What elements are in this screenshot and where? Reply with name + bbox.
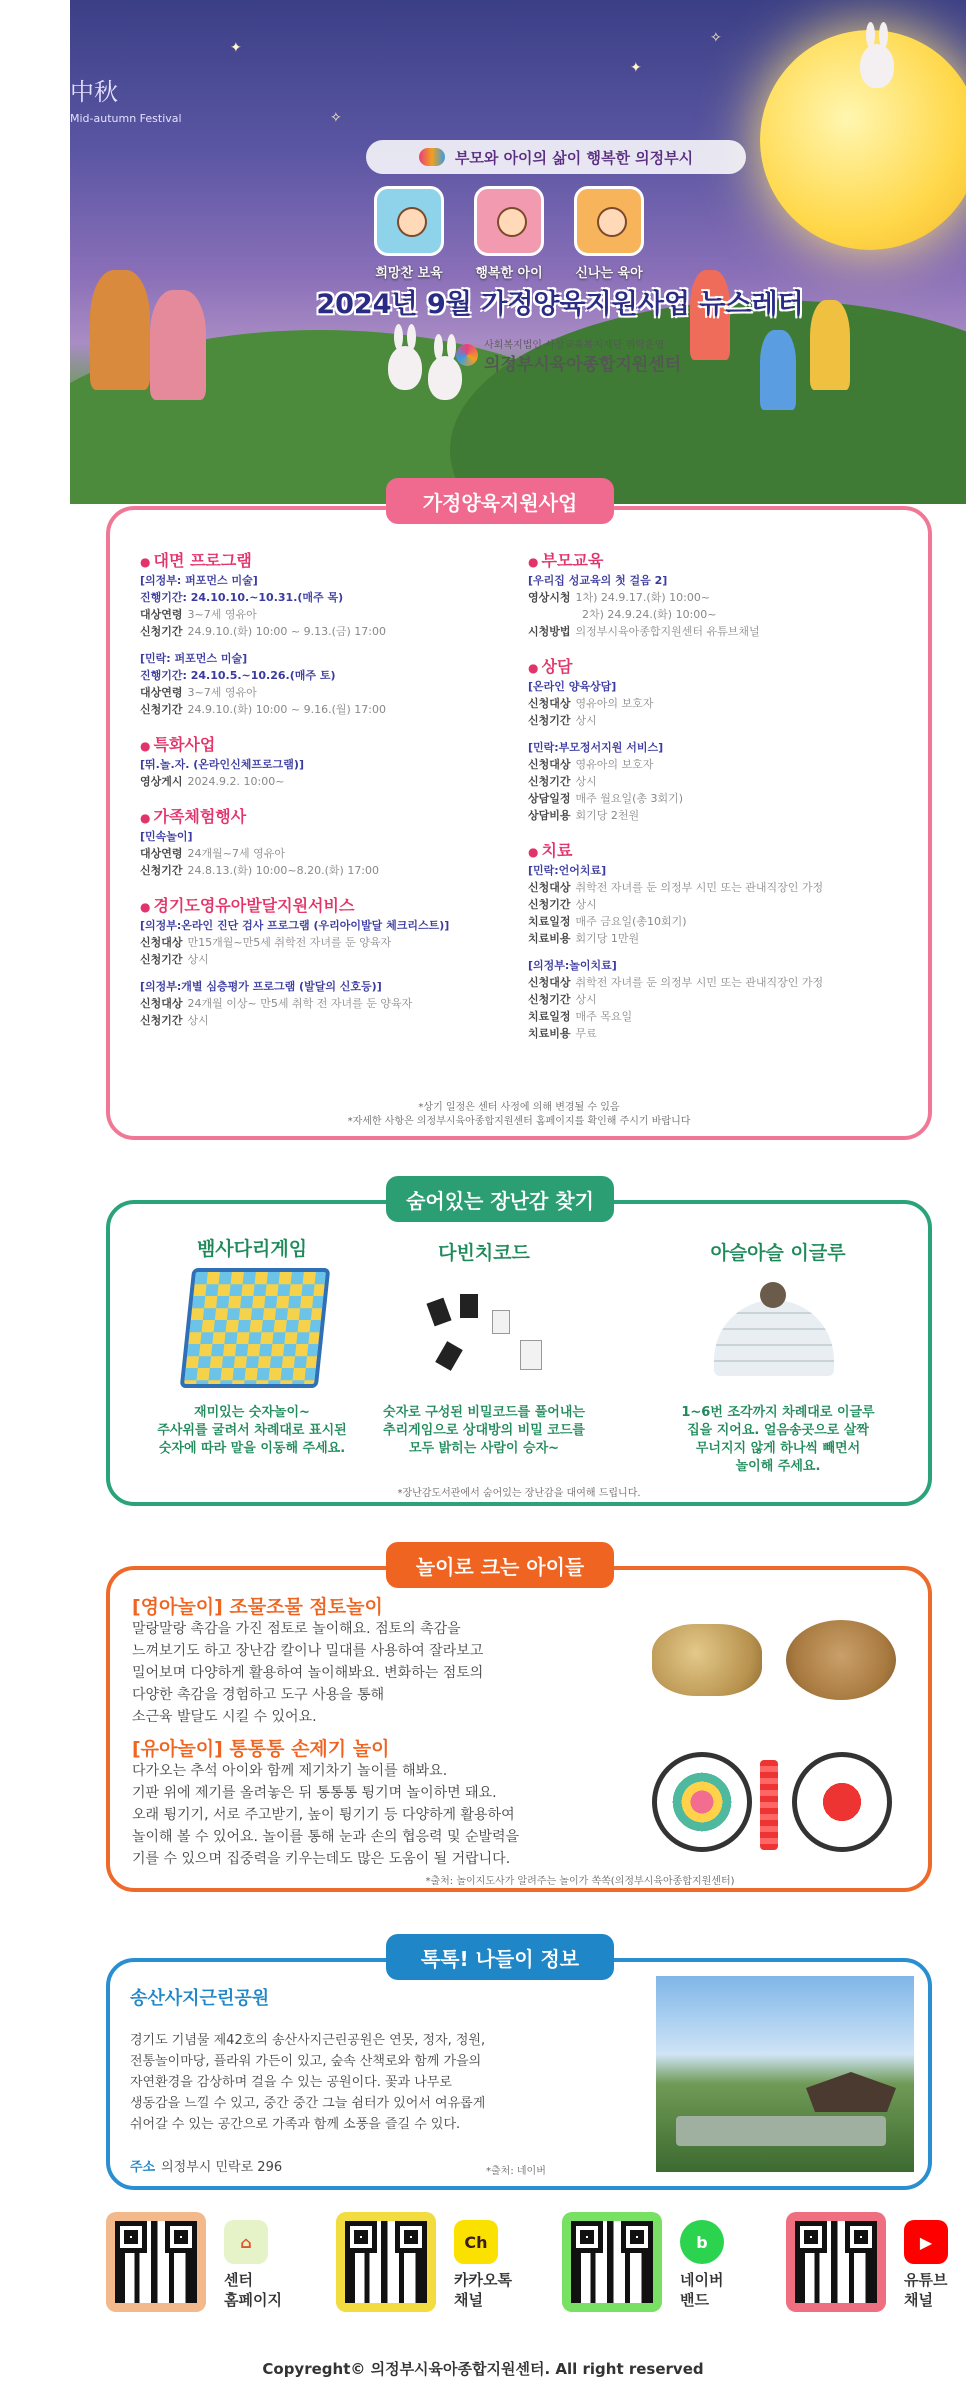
- label-line: 채널: [904, 2291, 933, 2309]
- program-detail-row: [528, 790, 683, 806]
- detail-value: 2차) 24.9.24.(화) 10:00~: [582, 608, 717, 621]
- child-play-title: [유아놀이] 통통통 손제기 놀이: [132, 1738, 390, 1760]
- detail-label: 신청기간: [140, 1014, 183, 1027]
- program-detail-row: [140, 862, 379, 878]
- footer-link-label[interactable]: [454, 2270, 512, 2310]
- dad-illustration: [90, 270, 150, 390]
- qr-pattern: [115, 2221, 197, 2303]
- detail-label: 신청대상: [528, 758, 571, 771]
- home-icon[interactable]: ⌂: [224, 2220, 268, 2264]
- program-detail-row: [140, 934, 391, 950]
- park-name: 송산사지근린공원: [130, 1988, 270, 2009]
- detail-label: 대상연령: [140, 847, 183, 860]
- detail-value: 24.9.10.(화) 10:00 ~ 9.16.(월) 17:00: [187, 703, 387, 716]
- address-value: 의정부시 민락로 296: [161, 2160, 283, 2175]
- hero-hanja: 中秋: [70, 78, 118, 106]
- detail-label: 영상시청: [528, 591, 571, 604]
- detail-value: 1차) 24.9.17.(화) 10:00~: [575, 591, 711, 604]
- detail-value: 상시: [575, 775, 597, 788]
- rabbit-right: [428, 356, 462, 400]
- star: ✦: [630, 60, 642, 76]
- detail-value: 상시: [575, 993, 597, 1006]
- detail-value: 3~7세 영유아: [187, 686, 257, 699]
- rabbit-on-moon: [860, 44, 894, 88]
- copyright: Copyreght© 의정부시육아종합지원센터. All right reserved: [262, 2360, 704, 2378]
- text-line: 경기도 기념물 제42호의 송산사지근린공원은 연못, 정자, 정원,: [130, 2033, 486, 2048]
- detail-value: 24개월 이상~ 만5세 취학 전 자녀를 둔 양육자: [187, 997, 413, 1010]
- program-heading: ● 상담: [528, 654, 572, 677]
- program-detail-row: [528, 913, 687, 929]
- footer-link-label[interactable]: [904, 2270, 947, 2310]
- hero-banner: [70, 0, 966, 504]
- detail-label: 신청기간: [528, 775, 571, 788]
- badge-label: 신나는 육아: [575, 266, 643, 281]
- detail-label: 신청기간: [140, 864, 183, 877]
- badge-label: 희망찬 보육: [375, 266, 443, 281]
- program-detail-row: [528, 930, 639, 946]
- qr-code[interactable]: [562, 2212, 662, 2312]
- program-period: 진행기간: 24.10.5.~10.26.(매주 토): [140, 669, 336, 682]
- program-detail-row: [528, 1025, 597, 1041]
- detail-value: 매주 목요일: [575, 1010, 633, 1023]
- detail-label: 신청기간: [140, 703, 183, 716]
- program-tag: [민속놀이]: [140, 830, 193, 843]
- detail-label: 치료비용: [528, 932, 571, 945]
- org-subtitle: 사회복지법인 사상교육복지재단 위탁운영: [484, 340, 665, 351]
- program-heading: ● 특화사업: [140, 732, 215, 755]
- program-list-left: [140, 548, 520, 1048]
- infant-play-title: [영아놀이] 조물조물 점토놀이: [132, 1596, 383, 1618]
- newsletter-title: 2024년 9월 가정양육지원사업 뉴스레터: [316, 289, 804, 320]
- detail-label: 신청기간: [528, 714, 571, 727]
- text-line: 재미있는 숫자놀이~: [194, 1405, 310, 1420]
- label-line: 밴드: [680, 2291, 709, 2309]
- detail-value: 회기당 1만원: [575, 932, 640, 945]
- text-line: 추리게임으로 상대방의 비밀 코드를: [383, 1423, 585, 1438]
- detail-label: 신청대상: [140, 997, 183, 1010]
- detail-label: 신청대상: [528, 697, 571, 710]
- detail-label: 상담일정: [528, 792, 571, 805]
- detail-value: 24.8.13.(화) 10:00~8.20.(화) 17:00: [187, 864, 380, 877]
- kakao-channel-icon[interactable]: Ch: [454, 2220, 498, 2264]
- program-tag: [민락: 퍼포먼스 미술]: [140, 652, 248, 665]
- detail-label: 대상연령: [140, 686, 183, 699]
- detail-label: 신청대상: [140, 936, 183, 949]
- game-desc: [354, 1404, 614, 1458]
- detail-value: 매주 월요일(총 3회기): [575, 792, 684, 805]
- child-illustration: [760, 330, 796, 410]
- program-detail-row: [528, 896, 597, 912]
- program-detail-row: [528, 991, 597, 1007]
- detail-value: 취학전 자녀를 둔 의정부 시민 또는 관내직장인 가정: [575, 881, 824, 894]
- program-heading: ● 치료: [528, 838, 572, 861]
- program-detail-row: [528, 695, 653, 711]
- program-detail-row: [528, 623, 760, 639]
- footer-link-label[interactable]: [680, 2270, 723, 2310]
- label-line: 채널: [454, 2291, 483, 2309]
- game-title-igloo: 아슬아슬 이글루: [710, 1242, 846, 1264]
- program-detail-row: [528, 712, 597, 728]
- detail-value: 상시: [187, 1014, 209, 1027]
- text-line: 모두 밝히는 사람이 승자~: [408, 1441, 560, 1456]
- star: ✧: [330, 110, 342, 126]
- park-source-note: *출처: 네이버: [486, 2166, 546, 2177]
- detail-value: 3~7세 영유아: [187, 608, 257, 621]
- program-detail-row: [528, 807, 639, 823]
- detail-value: 24.9.10.(화) 10:00 ~ 9.13.(금) 17:00: [187, 625, 387, 638]
- davinci-code-tiles-image: [420, 1290, 550, 1380]
- detail-label: 영상게시: [140, 775, 183, 788]
- program-tag: [민락:언어치료]: [528, 864, 607, 877]
- text-line: 말랑말랑 촉감을 가진 점토로 놀이해요. 점토의 촉감을: [132, 1621, 461, 1637]
- detail-label: 치료비용: [528, 1027, 571, 1040]
- jegi-image: [760, 1760, 778, 1850]
- program-tag: [우리집 성교육의 첫 걸음 2]: [528, 574, 668, 587]
- toy-rental-note: *장난감도서관에서 숨어있는 장난감을 대여해 드립니다.: [397, 1488, 641, 1499]
- game-title-davinci-code: 다빈치코드: [438, 1242, 530, 1264]
- text-line: 1~6번 조각까지 차례대로 이글루: [681, 1405, 875, 1420]
- hero-slogan: [366, 140, 746, 174]
- badge-happy: [474, 186, 544, 256]
- jegi-board-image: [652, 1752, 752, 1852]
- star: ✧: [710, 30, 722, 46]
- band-icon[interactable]: b: [680, 2220, 724, 2264]
- detail-label: 치료일정: [528, 1010, 571, 1023]
- detail-label: 시청방법: [528, 625, 571, 638]
- label-line: 홈페이지: [224, 2291, 282, 2309]
- jegi-play-image: [792, 1752, 892, 1852]
- infant-play-text: [132, 1618, 632, 1728]
- detail-label: 신청기간: [140, 953, 183, 966]
- text-line: 놀이해 볼 수 있어요. 놀이를 통해 눈과 손의 협응력 및 순발력을: [132, 1829, 520, 1845]
- detail-label: 신청대상: [528, 976, 571, 989]
- program-detail-row: [140, 1012, 209, 1028]
- text-line: 기판 위에 제기를 올려놓은 뒤 통통통 튕기며 놀이하면 돼요.: [132, 1785, 497, 1801]
- program-tag: [온라인 양육상담]: [528, 680, 617, 693]
- detail-label: 신청기간: [528, 993, 571, 1006]
- qr-pattern: [795, 2221, 877, 2303]
- program-detail-row: [140, 951, 209, 967]
- park-address: [130, 2156, 282, 2175]
- center-logo-icon: [456, 344, 478, 366]
- program-detail-row: [140, 701, 386, 717]
- play-source-note: *출처: 놀이지도사가 알려주는 놀이가 쏙쏙(의정부시육아종합지원센터): [425, 1876, 735, 1887]
- program-detail-row: [140, 845, 285, 861]
- text-line: 생동감을 느낄 수 있고, 중간 중간 그늘 쉼터가 있어서 여유롭게: [130, 2096, 486, 2111]
- park-photo: [656, 1976, 914, 2172]
- text-line: 자연환경을 감상하며 걸을 수 있는 공원이다. 꽃과 나무로: [130, 2075, 452, 2090]
- label-line: 네이버: [680, 2271, 724, 2289]
- program-detail-row: [140, 684, 257, 700]
- text-line: 기를 수 있으며 집중력을 키우는데도 많은 도움이 될 거랍니다.: [132, 1851, 511, 1867]
- text-line: 놀이해 주세요.: [735, 1459, 821, 1474]
- rabbit-left: [388, 346, 422, 390]
- program-detail-row: [528, 589, 710, 605]
- program-tag: [의정부:놀이치료]: [528, 959, 617, 972]
- program-detail-row: [528, 879, 823, 895]
- mom-illustration: [150, 290, 206, 400]
- footer-link-label[interactable]: [224, 2270, 282, 2310]
- program-heading: ● 경기도영유아발달지원서비스: [140, 893, 354, 916]
- youtube-icon[interactable]: ▶: [904, 2220, 948, 2264]
- hero-slogan-text: 부모와 아이의 삶이 행복한 의정부시: [454, 148, 694, 167]
- program-list-right: [528, 548, 928, 1068]
- program-tag: [의정부:온라인 진단 검사 프로그램 (우리아이발달 체크리스트)]: [140, 919, 450, 932]
- text-line: 무너지지 않게 하나씩 빼면서: [695, 1441, 861, 1456]
- detail-value: 영유아의 보호자: [575, 758, 654, 771]
- text-line: 집을 지어요. 얼음송곳으로 살짝: [687, 1423, 869, 1438]
- program-period: 진행기간: 24.10.10.~10.31.(매주 목): [140, 591, 344, 604]
- program-tag: [의정부: 퍼포먼스 미술]: [140, 574, 258, 587]
- detail-value: 의정부시육아종합지원센터 유튜브채널: [575, 625, 760, 638]
- text-line: 느껴보기도 하고 장난감 칼이나 밀대를 사용하여 잘라보고: [132, 1643, 484, 1659]
- clay-ball-image: [652, 1624, 762, 1696]
- detail-value: 상시: [187, 953, 209, 966]
- game-desc: [648, 1404, 908, 1476]
- park-description: [130, 2030, 650, 2135]
- text-line: 숫자에 따라 말을 이동해 주세요.: [158, 1441, 346, 1456]
- badge-label: 행복한 아이: [475, 266, 543, 281]
- detail-value: 상시: [575, 714, 597, 727]
- detail-label: 대상연령: [140, 608, 183, 621]
- section-tab-outing: 톡톡! 나들이 정보: [386, 1934, 614, 1980]
- qr-pattern: [345, 2221, 427, 2303]
- program-detail-row: [528, 756, 653, 772]
- detail-value: 24개월~7세 영유아: [187, 847, 285, 860]
- badge-hope: [374, 186, 444, 256]
- detail-label: 신청기간: [528, 898, 571, 911]
- qr-code[interactable]: [786, 2212, 886, 2312]
- star: ✦: [230, 40, 242, 56]
- program-detail-row: [528, 974, 823, 990]
- program-detail-row: [140, 606, 257, 622]
- detail-label: 치료일정: [528, 915, 571, 928]
- kids-icon: [597, 207, 627, 237]
- footer-links: [0, 2212, 966, 2332]
- qr-code[interactable]: [336, 2212, 436, 2312]
- clay-bowl-image: [786, 1620, 896, 1700]
- website-note: *자세한 사항은 의정부시육아종합지원센터 홈페이지를 확인해 주시기 바랍니다: [347, 1116, 691, 1127]
- detail-value: 만15개월~만5세 취학전 자녀를 둔 양육자: [187, 936, 392, 949]
- section-tab-home-parenting: 가정양육지원사업: [386, 478, 614, 524]
- section-tab-play: 놀이로 크는 아이들: [386, 1542, 614, 1588]
- text-line: 전통놀이마당, 플라워 가든이 있고, 숲속 산책로와 함께 가을의: [130, 2054, 482, 2069]
- address-label: 주소: [130, 2160, 156, 2175]
- program-tag: [뛰.놀.자. (온라인신체프로그램)]: [140, 758, 304, 771]
- program-tag: [민락:부모정서지원 서비스]: [528, 741, 664, 754]
- detail-value: 매주 금요일(총10회기): [575, 915, 687, 928]
- program-heading: ● 부모교육: [528, 548, 603, 571]
- kids-icon: [397, 207, 427, 237]
- text-line: 밀어보며 다양하게 활용하여 놀이해봐요. 변화하는 점토의: [132, 1665, 484, 1681]
- qr-code[interactable]: [106, 2212, 206, 2312]
- igloo-penguin-image: [760, 1282, 786, 1308]
- program-heading: ● 가족체험행사: [140, 804, 246, 827]
- section-tab-toys: 숨어있는 장난감 찾기: [386, 1176, 614, 1222]
- detail-value: 회기당 2천원: [575, 809, 640, 822]
- detail-value: 영유아의 보호자: [575, 697, 654, 710]
- detail-value: 상시: [575, 898, 597, 911]
- badge-fun: [574, 186, 644, 256]
- game-title-snakes-ladders: 뱀사다리게임: [196, 1238, 308, 1260]
- detail-value: 취학전 자녀를 둔 의정부 시민 또는 관내직장인 가정: [575, 976, 824, 989]
- program-detail-row: [140, 995, 412, 1011]
- program-detail-row: [582, 606, 717, 622]
- program-detail-row: [140, 623, 386, 639]
- program-detail-row: [528, 1008, 632, 1024]
- label-line: 센터: [224, 2271, 253, 2289]
- program-detail-row: [140, 773, 284, 789]
- text-line: 다가오는 추석 아이와 함께 제기차기 놀이를 해봐요.: [132, 1763, 448, 1779]
- kids-icon: [497, 207, 527, 237]
- detail-value: 2024.9.2. 10:00~: [187, 775, 285, 788]
- program-detail-row: [528, 773, 597, 789]
- label-line: 유튜브: [904, 2271, 948, 2289]
- hero-festival: Mid-autumn Festival: [70, 112, 182, 125]
- detail-value: 무료: [575, 1027, 597, 1040]
- label-line: 카카오톡: [454, 2271, 512, 2289]
- game-desc: [122, 1404, 382, 1458]
- detail-label: 상담비용: [528, 809, 571, 822]
- program-heading: ● 대면 프로그램: [140, 548, 252, 571]
- text-line: 주사위를 굴려서 차례대로 표시된: [157, 1423, 347, 1438]
- text-line: 숫자로 구성된 비밀코드를 풀어내는: [383, 1405, 585, 1420]
- text-line: 쉬어갈 수 있는 공간으로 가족과 함께 소풍을 즐길 수 있다.: [130, 2117, 461, 2132]
- text-line: 오래 튕기기, 서로 주고받기, 높이 튕기기 등 다양하게 활용하여: [132, 1807, 515, 1823]
- text-line: 소근육 발달도 시킬 수 있어요.: [132, 1709, 317, 1725]
- schedule-note: *상기 일정은 센터 사정에 의해 변경될 수 있음: [418, 1102, 620, 1113]
- program-tag: [의정부:개별 심층평가 프로그램 (발달의 신호등)]: [140, 980, 382, 993]
- text-line: 다양한 촉감을 경험하고 도구 사용을 통해: [132, 1687, 385, 1703]
- snakes-ladders-board-image: [180, 1268, 331, 1388]
- detail-label: 신청기간: [140, 625, 183, 638]
- child-play-text: [132, 1760, 632, 1870]
- qr-pattern: [571, 2221, 653, 2303]
- detail-label: 신청대상: [528, 881, 571, 894]
- city-logo-icon: [419, 148, 445, 166]
- org-name: 의정부시육아종합지원센터: [484, 355, 682, 375]
